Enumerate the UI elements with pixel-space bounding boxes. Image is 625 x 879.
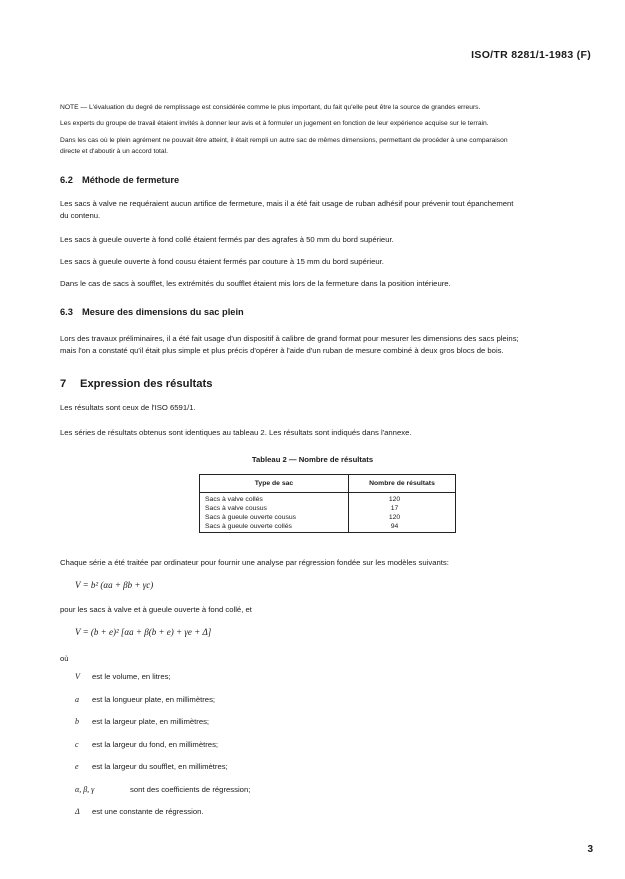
- column-header-type: Type de sac: [200, 475, 349, 493]
- cell-count: 94: [390, 523, 399, 530]
- closure-paragraph-2: Les sacs à gueule ouverte à fond collé étaient fermés par des agrafes à 50 mm du bord supérieur.: [60, 235, 394, 244]
- section-title: Mesure des dimensions du sac plein: [82, 307, 244, 317]
- cell-count: 17: [390, 505, 399, 512]
- definition-symbol: a: [75, 695, 79, 704]
- closure-paragraph-line1: Les sacs à valve ne requéraient aucun artifice de fermeture, mais il a été fait usage de ruban adhésif pour prévenir tout épanchement: [60, 199, 514, 208]
- section-7-heading: [60, 378, 212, 390]
- table-header-row: [200, 475, 456, 493]
- column-header-count: Nombre de résultats: [349, 475, 456, 493]
- section-number: 7: [60, 378, 67, 390]
- analysis-between: pour les sacs à valve et à gueule ouverte à fond collé, et: [60, 605, 252, 614]
- cell-type: Sacs à gueule ouverte collés: [200, 522, 349, 533]
- table-caption: Tableau 2 — Nombre de résultats: [251, 455, 374, 464]
- where-label: où: [60, 654, 69, 663]
- page-number: 3: [587, 844, 593, 855]
- table-row: [200, 513, 456, 522]
- table-row: [200, 522, 456, 533]
- definition-text: est la largeur du fond, en millimètres;: [92, 740, 219, 749]
- closure-paragraph-3: Les sacs à gueule ouverte à fond cousu étaient fermés par couture à 15 mm du bord supérieur.: [60, 257, 384, 266]
- section-title: Méthode de fermeture: [82, 175, 180, 185]
- section-title: Expression des résultats: [80, 378, 213, 390]
- section-6-2-heading: [60, 175, 179, 185]
- section-number: 6.2: [60, 175, 73, 185]
- definition-text: sont des coefficients de régression;: [130, 785, 251, 794]
- measure-paragraph-line1: Lors des travaux préliminaires, il a été fait usage d'un dispositif à calibre de grand format pour mesurer les dimensions des sacs pleins;: [60, 334, 519, 343]
- definition-symbol: α, β, γ: [75, 785, 95, 794]
- analysis-intro: Chaque série a été traitée par ordinateur pour fournir une analyse par régression fondée sur les modèles suivants:: [60, 558, 449, 567]
- formula-1: V = b² (αa + βb + γc): [75, 580, 154, 590]
- definition-text: est la longueur plate, en millimètres;: [92, 695, 216, 704]
- results-paragraph-2: Les séries de résultats obtenus sont identiques au tableau 2. Les résultats sont indiqués dans l'annexe.: [60, 428, 412, 437]
- section-number: 6.3: [60, 307, 73, 317]
- measure-paragraph-line2: mais l'on a constaté qu'il était plus simple et plus précis d'opérer à l'aide d'un ruban de mesure combiné à deux gros blocs de bois.: [60, 346, 504, 355]
- experts-paragraph: Les experts du groupe de travail étaient invités à donner leur avis et à formuler un jugement en fonction de leur expérience acquise sur le terrain.: [60, 120, 489, 127]
- document-id: ISO/TR 8281/1-1983 (F): [471, 49, 591, 61]
- results-table: [199, 474, 456, 533]
- note-paragraph: NOTE — L'évaluation du degré de remplissage est considérée comme le plus important, du fait qu'elle peut être la source de grandes erreurs.: [60, 104, 481, 111]
- cell-count: 120: [388, 514, 401, 521]
- definition-symbol: e: [75, 762, 79, 771]
- cell-type: Sacs à gueule ouverte cousus: [200, 513, 349, 522]
- cases-paragraph-line2: directe et d'aboutir à un accord total.: [60, 148, 168, 155]
- definition-text: est la largeur plate, en millimètres;: [92, 717, 210, 726]
- cases-paragraph-line1: Dans les cas où le plein agrément ne pouvait être atteint, il était rempli un autre sac de mêmes dimensions, permettant de procéder à une comparaison: [60, 137, 508, 144]
- closure-paragraph-4: Dans le cas de sacs à soufflet, les extrémités du soufflet étaient mis lors de la fermeture dans la position intérieure.: [60, 279, 451, 288]
- results-paragraph-1: Les résultats sont ceux de l'ISO 6591/1.: [60, 403, 196, 412]
- cell-count: 120: [388, 496, 401, 503]
- section-6-3-heading: [60, 307, 244, 317]
- closure-paragraph-line2: du contenu.: [60, 211, 101, 220]
- definition-symbol: b: [75, 717, 79, 726]
- table-row: [200, 504, 456, 513]
- cell-type: Sacs à valve collés: [200, 493, 349, 505]
- cell-type: Sacs à valve cousus: [200, 504, 349, 513]
- definition-symbol: c: [75, 740, 79, 749]
- definition-symbol: Δ: [75, 807, 80, 816]
- formula-2: V = (b + e)² [αa + β(b + e) + γe + Δ]: [75, 627, 212, 637]
- definition-text: est une constante de régression.: [92, 807, 204, 816]
- definition-text: est le volume, en litres;: [92, 672, 171, 681]
- definition-text: est la largeur du soufflet, en millimètres;: [92, 762, 228, 771]
- table-row: [200, 493, 456, 505]
- definition-symbol: V: [75, 672, 80, 681]
